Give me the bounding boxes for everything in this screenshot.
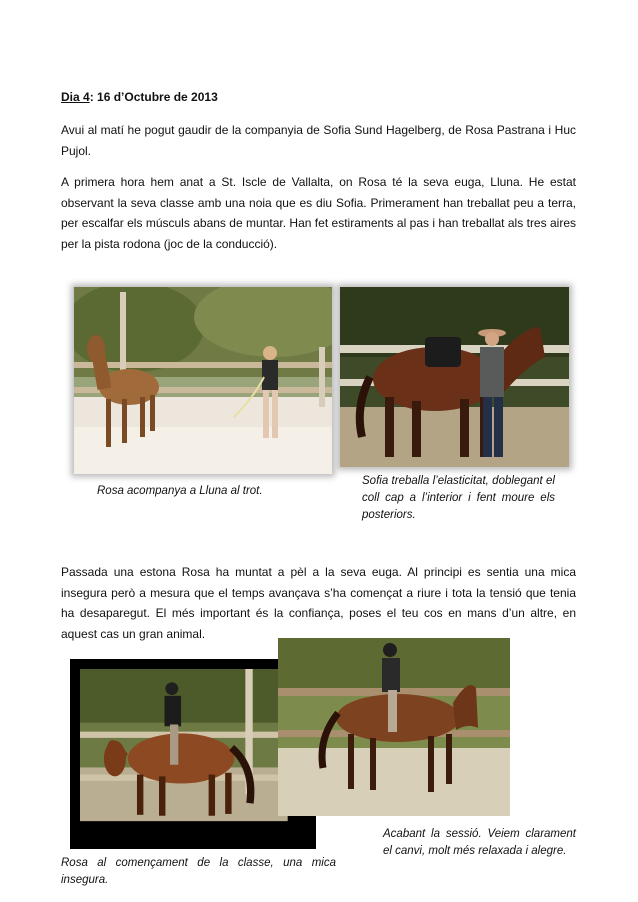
photo-rosa-trot — [74, 287, 332, 474]
day-label: Dia 4 — [61, 90, 90, 104]
day-date: : 16 d’Octubre de 2013 — [89, 90, 218, 104]
paragraph-morning: A primera hora hem anat a St. Iscle de Vallalta, on Rosa té la seva euga, Lluna. He estat observant la seva classe amb una noia que es diu Sofia. Primerament han treballat peu a terra, per escalfar els músculs abans de muntar. Han fet estiraments al pas i han treballat als tres aires per la pista rodona (joc de la conducció). — [61, 175, 576, 251]
caption-rosa-start: Rosa al començament de la classe, una mica insegura. — [61, 857, 336, 886]
paragraph-intro: Avui al matí he pogut gaudir de la companyia de Sofia Sund Hagelberg, de Rosa Pastrana i Huc Pujol. — [61, 123, 576, 158]
photo-rosa-end — [278, 638, 510, 816]
caption-sofia-stretch: Sofia treballa l’elasticitat, doblegant el coll cap a l’interior i fent moure els posteriors. — [362, 475, 555, 521]
page-heading — [61, 90, 218, 104]
photo-sofia-stretch — [340, 287, 569, 467]
caption-rosa-end: Acabant la sessió. Veiem clarament el canvi, molt més relaxada i alegre. — [383, 828, 576, 857]
caption-rosa-trot: Rosa acompanya a Lluna al trot. — [97, 485, 263, 497]
paragraph-riding: Passada una estona Rosa ha muntat a pèl a la seva euga. Al principi es sentia una mica insegura però a mesura que el temps avançava s’ha començat a riure i tota la tensió que tenia ha desaparegut. El més important és la confiança, poses el teu cos en mans d’un altre, en aquest cas un gran animal. — [61, 565, 576, 641]
